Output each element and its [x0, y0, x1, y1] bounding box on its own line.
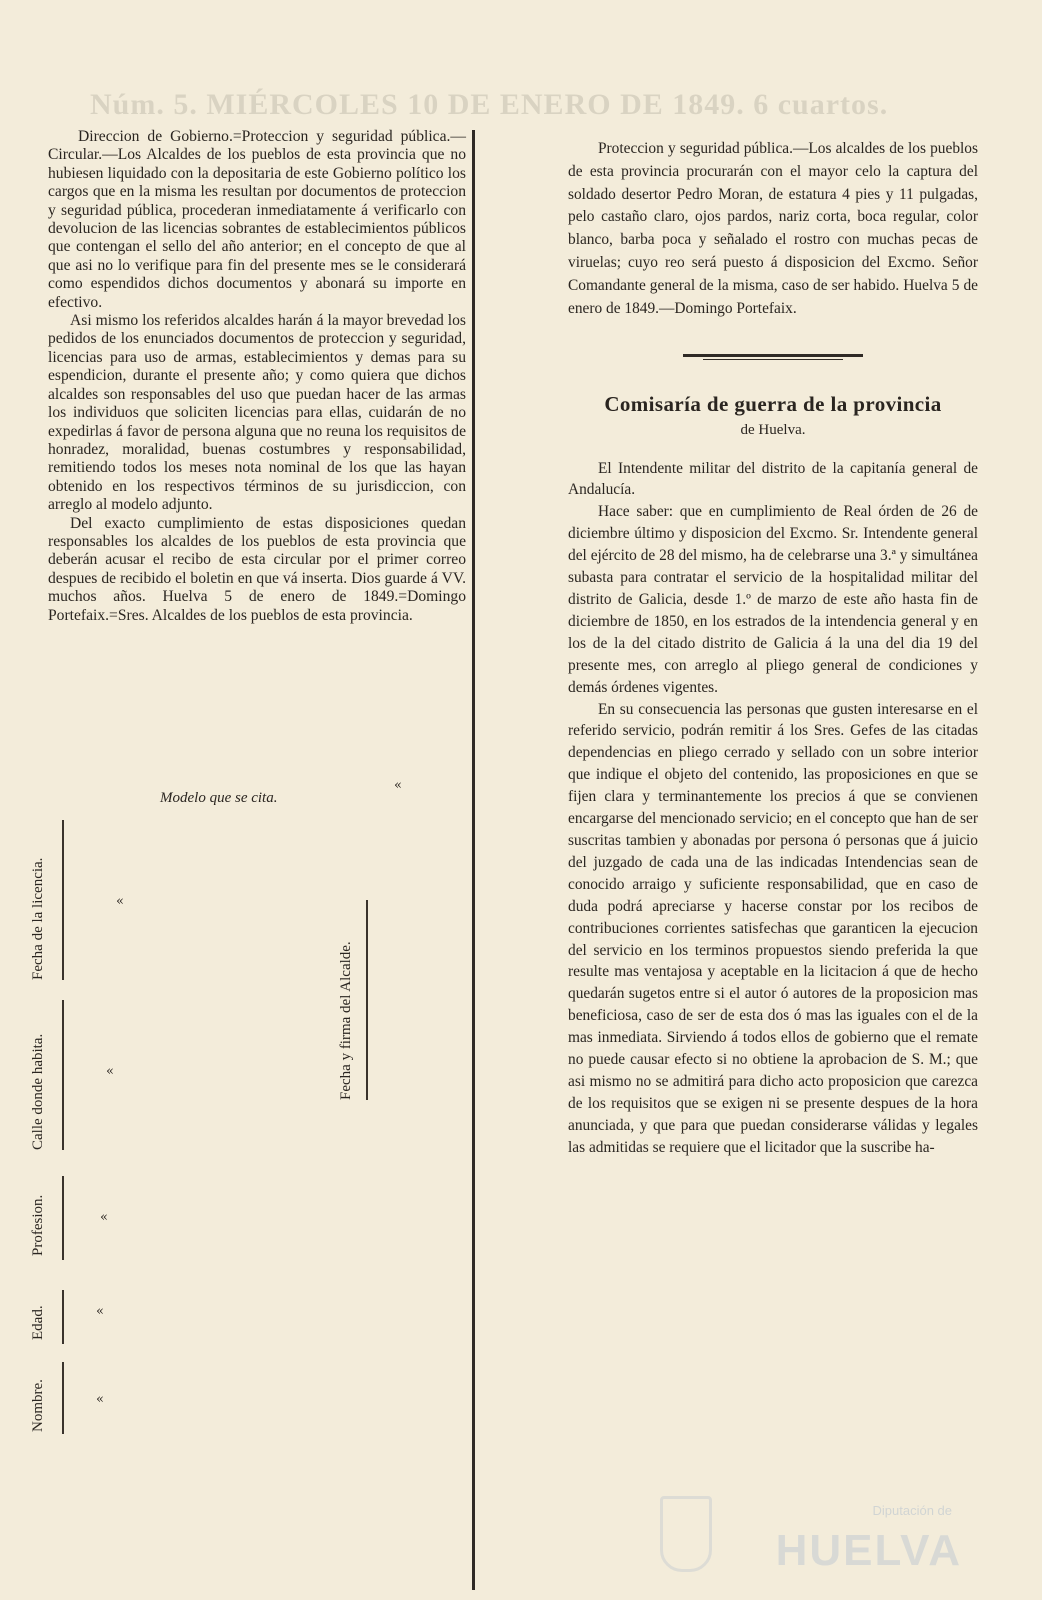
section-heading: Comisaría de guerra de la provincia [604, 392, 942, 417]
model-col-fecha-firma: Fecha y firma del Alcalde. [338, 941, 354, 1100]
model-rule-6 [366, 900, 368, 1100]
masthead-bleed-through: Núm. 5. MIÉRCOLES 10 DE ENERO DE 1849. 6 cuartos. [90, 88, 889, 121]
auction-paragraph-3: En su consecuencia las personas que gusten interesarse en el referido servicio, podrán remitir á los Sres. Gefes de las citadas dependencias en pliego cerrado y sellado con un sobre interior que indique el objeto del contenido, las proposiciones en que se fijen clara y terminantemente los precios á que se convienen encargarse del mencionado servicio; en el concepto que han de ser suscritas tambien y abonadas por persona ó personas que á juicio del juzgado de cada una de las indicadas Intendencias sean de conocido arraigo y suficiente responsabilidad, que en caso de duda podrá apreciarse y hacerse constar por los recibos de contribuciones corrientes satisfechas que garanticen la ejecucion del servicio en los terminos propuestos siendo preferida la que resulte mas ventajosa y aceptable en la licitacion á que de hecho quedarán sugetos entre si el autor ó autores de la proposicion mas beneficiosa, caso de ser de esta dos ó mas las iguales con el de la mas inmediata. Sirviendo á todos ellos de gobierno que el remate no puede causar efecto si no obtiene la aprobacion de S. M.; que asi mismo no se admitirá para dicho acto proposicion que carezca de los requisitos que se exigen ni se presente despues de la hora anunciada, y que para que puedan considerarse válidas y legales las admitidas se requiere que el licitador que la suscribe ha- [568, 700, 978, 1156]
ditto-mark-firma: « [394, 778, 402, 793]
model-rule-4 [62, 1000, 64, 1150]
auction-paragraph-1: El Intendente militar del distrito de la capitanía general de Andalucía. [568, 459, 978, 499]
model-col-calle: Calle donde habita. [30, 1033, 46, 1150]
model-rule-1 [62, 1362, 64, 1434]
model-col-edad: Edad. [30, 1305, 46, 1340]
deserter-notice [568, 138, 978, 320]
model-col-profesion: Profesion. [30, 1194, 46, 1256]
model-rule-2 [62, 1290, 64, 1344]
section-subheading: de Huelva. [740, 422, 806, 439]
right-column [568, 138, 978, 1159]
model-title: Modelo que se cita. [160, 790, 278, 806]
deserter-notice-text: Proteccion y seguridad pública.—Los alcaldes de los pueblos de esta provincia procurarán con el mayor celo la captura del soldado desertor Pedro Moran, de estatura 4 pies y 11 pulgadas, pelo castaño claro, ojos pardos, nariz corta, boca regular, color blanco, barba poca y señalado el rostro con muchas pecas de viruelas; cuyo reo será puesto á disposicion del Excmo. Señor Comandante general de la misma, caso de ser habido. Huelva 5 de enero de 1849.—Domingo Portefaix. [568, 140, 978, 317]
model-col-nombre: Nombre. [30, 1379, 46, 1432]
ditto-mark-profesion: « [100, 1210, 108, 1225]
circular-paragraph-1: Direccion de Gobierno.=Proteccion y seguridad pública.—Circular.—Los Alcaldes de los pueblos de esta provincia que no hubiesen liquidado con la depositaria de este Gobierno político los cargos que en la misma les resultan por documentos de proteccion y seguridad pública, procederan inmediatamente á verificarlo con devolucion de las licencias sobrantes de establecimientos públicos que contengan el sello del año anterior; en el concepto de que al que asi no lo verifique para fin del presente mes se le considerará como espendidos dichos documentos y abonará su importe en efectivo. [48, 128, 466, 311]
watermark-shield-icon [660, 1496, 712, 1572]
auction-notice [568, 458, 978, 1159]
section-ornament [683, 354, 863, 361]
watermark-logo: HUELVA [775, 1526, 962, 1575]
auction-paragraph-2: Hace saber: que en cumplimiento de Real órden de 26 de diciembre último y disposicion del Excmo. Sr. Intendente general del ejército de 28 del mismo, ha de celebrarse una 3.ª y simultánea subasta para contratar el servicio de la hospitalidad militar del distrito de Galicia, desde 1.º de marzo de este año hasta fin de diciembre de 1850, en los estrados de la intendencia general y en los de la del citado distrito de Galicia á la una del dia 19 del presente mes, con arreglo al pliego general de condiciones y demás órdenes vigentes. [568, 503, 978, 696]
model-col-fecha-licencia: Fecha de la licencia. [30, 857, 46, 980]
watermark-small: Diputación de [872, 1503, 952, 1518]
ditto-mark-edad: « [96, 1304, 104, 1319]
model-rule-5 [62, 820, 64, 980]
model-rule-3 [62, 1176, 64, 1260]
ditto-mark-calle: « [106, 1064, 114, 1079]
ditto-mark-nombre: « [96, 1392, 104, 1407]
circular-paragraph-3: Del exacto cumplimiento de estas disposiciones quedan responsables los alcaldes de los pueblos de esta provincia que deberán acusar el recibo de esta circular por el primer correo despues de recibido el boletin en que vá inserta. Dios guarde á VV. muchos años. Huelva 5 de enero de 1849.=Domingo Portefaix.=Sres. Alcaldes de los pueblos de esta provincia. [48, 514, 466, 624]
circular-paragraph-2: Asi mismo los referidos alcaldes harán á la mayor brevedad los pedidos de los enunciados documentos de proteccion y seguridad, licencias para uso de armas, establecimientos y demas para su espendicion, durante el presente año; y como quiera que dichos alcaldes son responsables del uso que puedan hacer de las armas los individuos que soliciten licencias para ellas, cuidarán de no expedirlas á favor de persona alguna que no reuna los requisitos de honradez, moralidad, buenas costumbres y responsabilidad, remitiendo todos los meses nota nominal de los que las hayan obtenido en los respectivos términos de su jurisdiccion, con arreglo al modelo adjunto. [48, 312, 466, 514]
ditto-mark-fecha: « [116, 894, 124, 909]
left-column [48, 128, 466, 625]
column-divider [472, 130, 475, 1590]
